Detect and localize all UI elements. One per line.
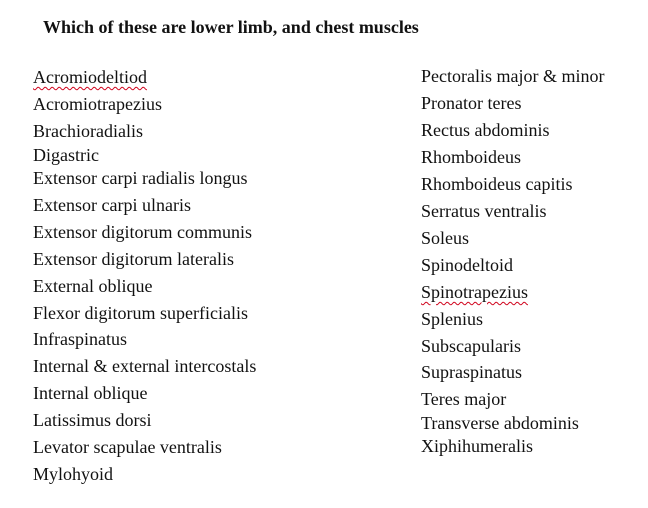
- list-item: Pectoralis major & minor: [421, 66, 605, 86]
- list-item: Latissimus dorsi: [33, 410, 152, 430]
- list-item: Splenius: [421, 309, 484, 329]
- list-item: Teres major: [421, 389, 507, 409]
- list-item: Acromiotrapezius: [33, 94, 162, 114]
- list-item: Xiphihumeralis: [421, 436, 533, 456]
- question-title: Which of these are lower limb, and chest muscles: [43, 17, 419, 37]
- list-item: Digastric: [33, 145, 99, 165]
- list-item: Rhomboideus: [421, 147, 522, 167]
- list-item: Serratus ventralis: [421, 201, 547, 221]
- list-item: External oblique: [33, 276, 153, 296]
- list-item: Levator scapulae ventralis: [33, 437, 222, 457]
- list-item: Acromiodeltiod: [33, 67, 147, 87]
- list-item: Flexor digitorum superficialis: [33, 303, 248, 323]
- list-item: Pronator teres: [421, 93, 522, 113]
- list-item: Extensor carpi ulnaris: [33, 195, 191, 215]
- list-item: Mylohyoid: [33, 464, 114, 484]
- list-item: Supraspinatus: [421, 362, 522, 382]
- list-item: Internal oblique: [33, 383, 148, 403]
- list-item: Infraspinatus: [33, 329, 127, 349]
- list-item: Brachioradialis: [33, 121, 143, 141]
- list-item: Spinotrapezius: [421, 282, 528, 302]
- list-item: Rectus abdominis: [421, 120, 550, 140]
- list-item: Internal & external intercostals: [33, 356, 257, 376]
- list-item: Soleus: [421, 228, 470, 248]
- list-item: Subscapularis: [421, 336, 521, 356]
- list-item: Rhomboideus capitis: [421, 174, 573, 194]
- list-item: Transverse abdominis: [421, 413, 579, 433]
- list-item: Extensor digitorum communis: [33, 222, 252, 242]
- list-item: Extensor carpi radialis longus: [33, 168, 248, 188]
- list-item: Extensor digitorum lateralis: [33, 249, 234, 269]
- list-item: Spinodeltoid: [421, 255, 514, 275]
